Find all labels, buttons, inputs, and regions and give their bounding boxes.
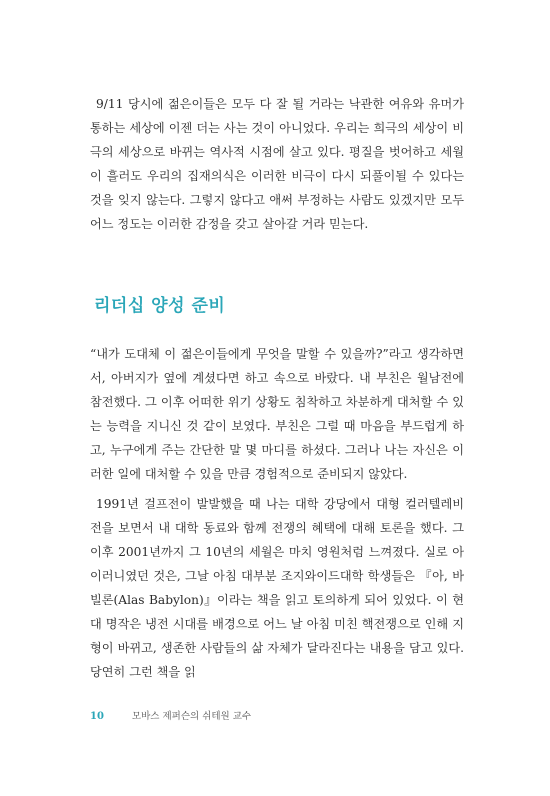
body-paragraph-2	[90, 492, 464, 684]
intro-paragraph-text: 9/11 당시에 젊은이들은 모두 다 잘 될 거라는 낙관한 여유와 유머가 통하는 세상에 이젠 더는 사는 것이 아니었다. 우리는 희극의 세상이 비극의 세상으로 바뀌는 역사적 시점에 살고 있다. 평질을 벗어하고 세월이 흘러도 우리의 집재의식은 이러한 비극이 다시 되풀이될 수 있다는 것을 잊지 않는다. 그렇지 않다고 애써 부정하는 사람도 있겠지만 모두 어느 정도는 이러한 감정을 갖고 살아갈 거라 믿는다.	[90, 97, 464, 231]
running-title: 모바스 제퍼슨의 쉬테원 교수	[131, 711, 252, 722]
body-paragraph-1	[90, 342, 464, 486]
body-paragraph-1-text: “내가 도대체 이 젊은이들에게 무엇을 말할 수 있을까?”라고 생각하면서, 아버지가 옆에 계셨다면 하고 속으로 바랐다. 내 부친은 월남전에 참전했다. 그 이후 어떠한 위기 상황도 침착하고 차분하게 대처할 수 있는 능력을 지니신 것 같이 보였다. 부친은 그럴 때 마음을 부드럽게 하고, 누구에게 주는 간단한 말 몇 마디를 하셨다. 그러나 나는 자신은 이러한 일에 대처할 수 있을 만큼 경험적으로 준비되지 않았다.	[90, 347, 464, 481]
page-number: 10	[90, 711, 104, 722]
page-footer	[90, 708, 251, 722]
body-paragraph-2-text: 1991년 걸프전이 발발했을 때 나는 대학 강당에서 대형 컬러텔레비전을 보면서 내 대학 동료와 함께 전쟁의 혜택에 대해 토론을 했다. 그 이후 2001년까지 그 10년의 세월은 마치 영원처럼 느껴졌다. 실로 아이러니였던 것은, 그날 아침 대부분 조지와이드대학 학생들은 『아, 바빌론(Alas Babylon)』이라는 책을 읽고 토의하게 되어 있었다. 이 현대 명작은 냉전 시대를 배경으로 어느 날 아침 미친 핵전쟁으로 인해 지형이 바뀌고, 생존한 사람들의 삶 자체가 달라진다는 내용을 담고 있다. 당연히 그런 책을 읽	[90, 497, 464, 679]
section-heading: 리더십 양성 준비	[94, 296, 226, 316]
intro-paragraph	[90, 92, 464, 236]
